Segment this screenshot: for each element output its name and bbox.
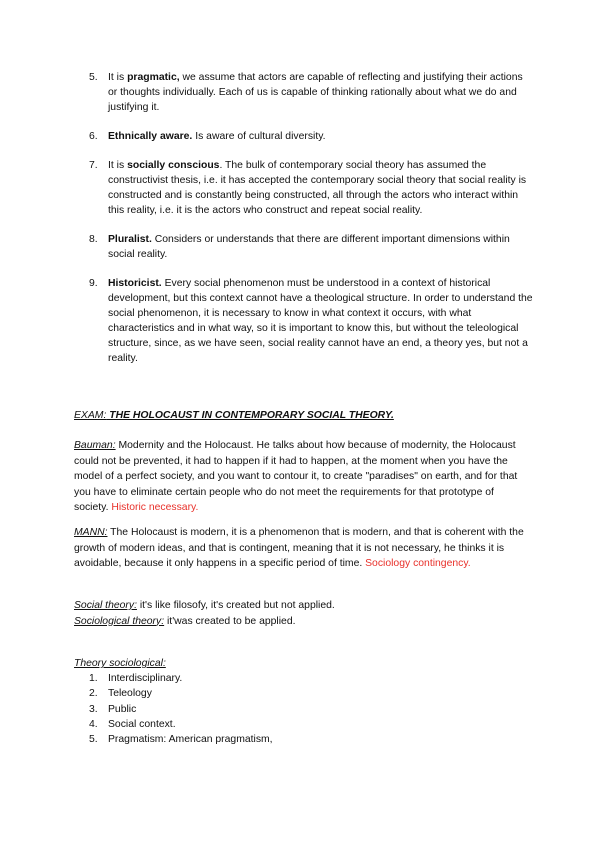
definition-label: Sociological theory:	[74, 615, 165, 627]
item-number: 3.	[89, 703, 98, 715]
list-item	[74, 276, 534, 366]
item-pre: It is	[108, 72, 128, 83]
mann-paragraph	[74, 525, 530, 572]
definition-social-theory	[74, 598, 530, 614]
item-number: 1.	[89, 673, 98, 684]
item-text: Considers or understands that there are different important dimensions within social reality.	[108, 234, 510, 260]
list-item	[74, 732, 374, 747]
item-text: Pragmatism: American pragmatism,	[108, 734, 273, 746]
item-text: Teleology	[108, 688, 152, 700]
bauman-text: Modernity and the Holocaust. He talks about how because of modernity, the Holocaust could not be prevented, it had to happen if it had to happen, at the moment when you have the model of a perfect society, and you want to contour it, to create "paradises" on earth, and for that you have to eliminate certain people who do not meet the requirements for that prototype of society.	[74, 440, 518, 513]
item-text: Public	[108, 703, 137, 715]
item-text: Every social phenomenon must be understood in a context of historical development, but this context cannot have a theological structure. In order to understand the social phenomenon, it is necessary to know in what context it occurs, with what characteristics and in what way, so it is important to know this, but without the teleological structure, since, as we have seen, social reality cannot have an end, a theory yes, but not a reality.	[108, 278, 533, 364]
item-bold: Historicist.	[108, 278, 162, 289]
item-text: Interdisciplinary.	[108, 673, 183, 684]
theory-sociological-heading	[74, 656, 530, 672]
item-number: 4.	[89, 718, 98, 730]
item-number: 6.	[89, 131, 98, 142]
item-bold: Ethnically aware.	[108, 131, 193, 142]
item-pre: It is	[108, 160, 128, 171]
bauman-highlight: Historic necessary.	[111, 502, 199, 513]
exam-label: EXAM:	[74, 410, 107, 421]
list-item	[74, 70, 534, 115]
list-item	[74, 702, 374, 717]
item-text: Is aware of cultural diversity.	[192, 131, 326, 142]
item-number: 2.	[89, 688, 98, 700]
definition-text: it'was created to be applied.	[164, 615, 296, 627]
item-text: we assume that actors are capable of reflecting and justifying their actions or thoughts individually. Each of us is capable of thinking rationally about what we do and justifying it.	[108, 72, 523, 113]
item-number: 8.	[89, 234, 98, 245]
item-text: . The bulk of contemporary social theory has assumed the constructivist thesis, i.e. it has accepted the contemporary social theory that social reality is constructed and is constantly being constructed, all through the actors who interact within this reality, i.e. it is the actors who construct and repeat social reality.	[108, 160, 527, 216]
theory-sociological-list	[74, 671, 374, 747]
item-number: 5.	[89, 734, 98, 746]
definition-text: it's like filosofy, it's created but not applied.	[136, 600, 335, 611]
list-item	[74, 717, 374, 732]
definitions	[74, 598, 530, 629]
characteristics-list	[74, 70, 534, 380]
bauman-label: Bauman:	[74, 440, 116, 451]
exam-title: THE HOLOCAUST IN CONTEMPORARY SOCIAL THEORY.	[106, 410, 394, 421]
list-item	[74, 232, 534, 262]
item-bold: Pluralist.	[108, 234, 152, 245]
list-item	[74, 671, 374, 686]
item-bold: socially conscious	[127, 160, 220, 171]
item-bold: pragmatic,	[127, 72, 180, 83]
mann-highlight: Sociology contingency.	[365, 558, 471, 569]
mann-text: The Holocaust is modern, it is a phenomenon that is modern, and that is coherent with the growth of modern ideas, and that is contingent, meaning that it is not necessary, he thinks it is avoidable, because it only happens in a specific period of time.	[74, 527, 524, 569]
exam-heading	[74, 408, 530, 424]
theory-heading: Theory sociological:	[74, 658, 166, 669]
item-number: 5.	[89, 72, 98, 83]
list-item	[74, 686, 374, 701]
definition-label: Social theory:	[74, 600, 137, 611]
item-text: Social context.	[108, 718, 176, 730]
bauman-paragraph	[74, 438, 530, 516]
mann-label: MANN:	[74, 527, 108, 538]
item-number: 9.	[89, 278, 98, 289]
definition-sociological-theory	[74, 614, 530, 630]
item-number: 7.	[89, 160, 98, 171]
list-item	[74, 158, 534, 218]
list-item	[74, 129, 534, 144]
